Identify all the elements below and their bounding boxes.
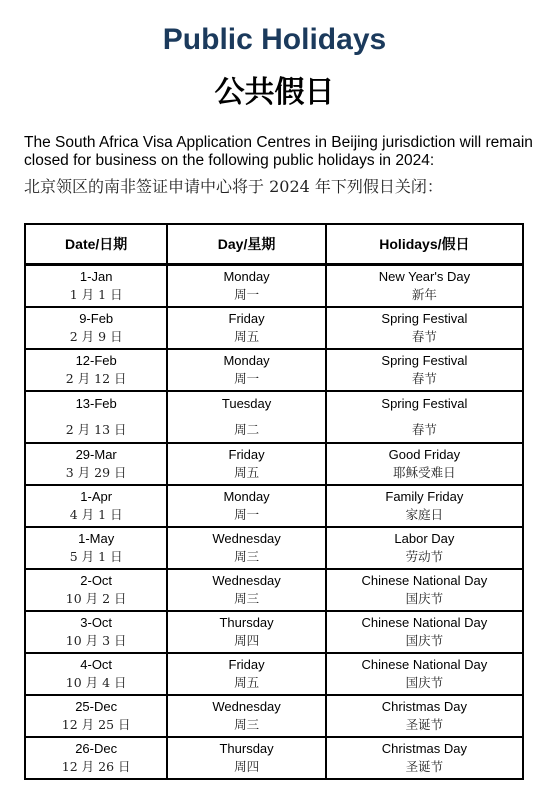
holiday-cell <box>326 391 523 443</box>
date-cell <box>25 443 167 485</box>
day-zh: 周一 <box>234 371 260 386</box>
date-cell <box>25 737 167 779</box>
holiday-cell <box>326 349 523 391</box>
holiday-cell <box>326 569 523 611</box>
table-row <box>25 265 523 307</box>
date-zh: 1 月 1 日 <box>69 287 123 302</box>
day-en: Monday <box>223 353 270 368</box>
day-zh: 周五 <box>234 465 260 480</box>
day-cell <box>167 485 325 527</box>
day-zh: 周四 <box>234 633 260 648</box>
holiday-cell <box>326 653 523 695</box>
intro-text-chinese: 北京领区的南非签证申请中心将于 2024 年下列假日关闭： <box>24 177 443 196</box>
table-row <box>25 349 523 391</box>
date-en: 1-May <box>78 531 115 546</box>
page-title-chinese: 公共假日 <box>214 75 335 110</box>
day-en: Monday <box>223 269 270 284</box>
page-title: Public Holidays <box>162 23 387 56</box>
holiday-zh: 国庆节 <box>405 675 444 690</box>
holiday-en: Chinese National Day <box>361 657 488 672</box>
holiday-cell <box>326 611 523 653</box>
table-row <box>25 737 523 779</box>
day-cell <box>167 265 325 307</box>
holiday-cell <box>326 307 523 349</box>
holiday-table <box>24 223 524 780</box>
holiday-zh: 劳动节 <box>405 549 444 564</box>
day-cell <box>167 569 325 611</box>
holiday-zh: 春节 <box>411 422 437 437</box>
day-cell <box>167 653 325 695</box>
date-zh: 12 月 25 日 <box>61 717 131 732</box>
date-zh: 5 月 1 日 <box>69 549 123 564</box>
day-en: Friday <box>228 311 265 326</box>
holiday-en: Spring Festival <box>381 353 468 368</box>
table-row <box>25 485 523 527</box>
date-en: 25-Dec <box>75 699 118 714</box>
holiday-cell <box>326 737 523 779</box>
day-zh: 周三 <box>234 549 260 564</box>
holiday-en: New Year's Day <box>378 269 471 284</box>
day-en: Tuesday <box>221 396 272 411</box>
date-en: 12-Feb <box>75 353 117 368</box>
day-cell <box>167 611 325 653</box>
date-zh: 2 月 12 日 <box>65 371 127 386</box>
date-zh: 12 月 26 日 <box>61 759 131 774</box>
holiday-zh: 耶稣受难日 <box>393 465 456 480</box>
date-en: 9-Feb <box>79 311 114 326</box>
day-zh: 周五 <box>234 675 260 690</box>
day-en: Friday <box>228 657 265 672</box>
holiday-zh: 国庆节 <box>405 633 444 648</box>
day-en: Wednesday <box>212 531 281 546</box>
holiday-cell <box>326 695 523 737</box>
day-zh: 周一 <box>234 507 260 522</box>
date-en: 2-Oct <box>80 573 113 588</box>
date-cell <box>25 349 167 391</box>
day-en: Wednesday <box>212 699 281 714</box>
table-row <box>25 527 523 569</box>
date-cell <box>25 653 167 695</box>
date-zh: 10 月 3 日 <box>65 633 127 648</box>
date-zh: 3 月 29 日 <box>65 465 127 480</box>
date-en: 29-Mar <box>75 447 117 462</box>
date-zh: 4 月 1 日 <box>69 507 123 522</box>
day-zh: 周一 <box>234 287 260 302</box>
date-cell <box>25 611 167 653</box>
day-en: Monday <box>223 489 270 504</box>
holiday-en: Family Friday <box>385 489 464 504</box>
holiday-cell <box>326 443 523 485</box>
day-cell <box>167 349 325 391</box>
holiday-zh: 新年 <box>411 287 437 302</box>
day-en: Thursday <box>219 615 274 630</box>
holiday-en: Good Friday <box>388 447 461 462</box>
day-zh: 周二 <box>234 422 260 437</box>
date-zh: 2 月 9 日 <box>69 329 123 344</box>
table-row <box>25 569 523 611</box>
holiday-zh: 圣诞节 <box>405 717 444 732</box>
day-zh: 周三 <box>234 591 260 606</box>
holiday-cell <box>326 265 523 307</box>
holiday-zh: 国庆节 <box>405 591 444 606</box>
date-cell <box>25 485 167 527</box>
day-en: Thursday <box>219 741 274 756</box>
holiday-en: Spring Festival <box>381 396 468 411</box>
date-cell <box>25 527 167 569</box>
day-en: Wednesday <box>212 573 281 588</box>
holiday-en: Labor Day <box>394 531 455 546</box>
date-cell <box>25 695 167 737</box>
date-en: 1-Jan <box>79 269 113 284</box>
day-cell <box>167 307 325 349</box>
holiday-zh: 春节 <box>411 329 437 344</box>
date-cell <box>25 307 167 349</box>
table-header-row <box>25 224 523 265</box>
table-row <box>25 653 523 695</box>
date-zh: 2 月 13 日 <box>65 422 127 437</box>
header-holiday: Holidays/假日 <box>326 224 523 265</box>
day-zh: 周三 <box>234 717 260 732</box>
table-row <box>25 695 523 737</box>
date-en: 1-Apr <box>80 489 113 504</box>
day-zh: 周五 <box>234 329 260 344</box>
holiday-zh: 圣诞节 <box>405 759 444 774</box>
holiday-en: Chinese National Day <box>361 615 488 630</box>
holiday-en: Spring Festival <box>381 311 468 326</box>
day-zh: 周四 <box>234 759 260 774</box>
day-cell <box>167 737 325 779</box>
table-row <box>25 443 523 485</box>
header-day: Day/星期 <box>167 224 325 265</box>
date-zh: 10 月 2 日 <box>65 591 127 606</box>
table-row <box>25 611 523 653</box>
date-en: 13-Feb <box>75 396 117 411</box>
intro-text: The South Africa Visa Application Centres in Beijing jurisdiction will remain closed for business on the following public holidays in 2024: <box>24 134 533 169</box>
holiday-en: Chinese National Day <box>361 573 488 588</box>
date-cell <box>25 265 167 307</box>
holiday-cell <box>326 527 523 569</box>
date-cell <box>25 391 167 443</box>
day-cell <box>167 527 325 569</box>
date-zh: 10 月 4 日 <box>65 675 127 690</box>
date-cell <box>25 569 167 611</box>
holiday-cell <box>326 485 523 527</box>
table-row <box>25 391 523 443</box>
header-date: Date/日期 <box>25 224 167 265</box>
date-en: 3-Oct <box>80 615 113 630</box>
holiday-zh: 家庭日 <box>405 507 444 522</box>
holiday-zh: 春节 <box>411 371 437 386</box>
date-en: 4-Oct <box>80 657 113 672</box>
day-cell <box>167 391 325 443</box>
day-en: Friday <box>228 447 265 462</box>
day-cell <box>167 443 325 485</box>
holiday-en: Christmas Day <box>381 741 468 756</box>
day-cell <box>167 695 325 737</box>
table-row <box>25 307 523 349</box>
date-en: 26-Dec <box>75 741 118 756</box>
holiday-en: Christmas Day <box>381 699 468 714</box>
